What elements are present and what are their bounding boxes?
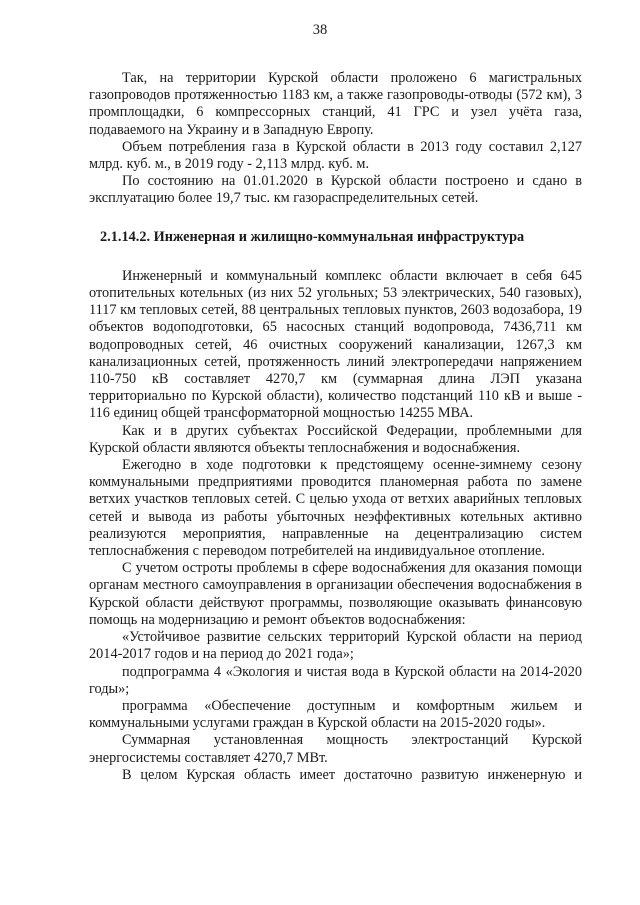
page-body [89, 70, 582, 784]
paragraph-gas-pipelines: Так, на территории Курской области проложено 6 магистральных газопроводов протяженностью 1183 км, а также газопроводы-отводы (572 км), 3 промплощадки, 6 компрессорных станций, 41 ГРС и узел учёта газа, подаваемого на Украину и в Западную Европу. [89, 70, 582, 138]
page-number: 38 [312, 22, 328, 38]
paragraph-power-capacity: Суммарная установленная мощность электростанций Курской энергосистемы составляет 4270,7 МВт. [89, 732, 582, 766]
paragraph-gas-networks: По состоянию на 01.01.2020 в Курской области построено и сдано в эксплуатацию более 19,7 тыс. км газораспределительных сетей. [89, 173, 582, 207]
paragraph-engineering-complex: Инженерный и коммунальный комплекс области включает в себя 645 отопительных котельных (из них 52 угольных; 53 электрических, 540 газовых), 1117 км тепловых сетей, 88 центральных тепловых пунктов, 2603 водозабора, 19 объектов водоподготовки, 65 насосных станций водопровода, 7436,711 км водопроводных сетей, 46 очистных сооружений канализации, 1267,3 км канализационных сетей, протяженность линий электропередачи напряжением 110-750 кВ составляет 4270,7 км (суммарная длина ЛЭП указана территориально по Курской области), количество подстанций 110 кВ и выше - 116 единиц общей трансформаторной мощностью 14255 МВА. [89, 267, 582, 422]
paragraph-program-rural: «Устойчивое развитие сельских территорий Курской области на период 2014-2017 годов и на период до 2021 года»; [89, 629, 582, 663]
paragraph-gas-consumption: Объем потребления газа в Курской области в 2013 году составил 2,127 млрд. куб. м., в 2019 году - 2,113 млрд. куб. м. [89, 138, 582, 173]
paragraph-heating-networks: Ежегодно в ходе подготовки к предстоящему осенне-зимнему сезону коммунальными предприятиями проводится планомерная работа по замене ветхих участков тепловых сетей. С целью ухода от ветхих аварийных тепловых сетей и вывода из работы убыточных неэффективных котельных активно реализуются мероприятия, направленные на децентрализацию систем теплоснабжения с переводом потребителей на индивидуальное отопление. [89, 457, 582, 560]
paragraph-program-housing: программа «Обеспечение доступным и комфортным жильем и коммунальными услугами граждан в Курской области на 2015-2020 годы». [89, 697, 582, 732]
section-heading: 2.1.14.2. Инженерная и жилищно-коммунальная инфраструктура [100, 228, 525, 245]
paragraph-water-supply-programs: С учетом остроты проблемы в сфере водоснабжения для оказания помощи органам местного самоуправления в организации обеспечения водоснабжения в Курской области действуют программы, позволяющие оказывать финансовую помощь на модернизацию и ремонт объектов водоснабжения: [89, 560, 582, 628]
paragraph-problem-objects: Как и в других субъектах Российской Федерации, проблемными для Курской области являются объекты теплоснабжения и водоснабжения. [89, 422, 582, 456]
paragraph-overall: В целом Курская область имеет достаточно развитую инженерную и [122, 766, 582, 783]
paragraph-subprogram-ecology: подпрограмма 4 «Экология и чистая вода в Курской области на 2014-2020 годы»; [89, 663, 582, 697]
